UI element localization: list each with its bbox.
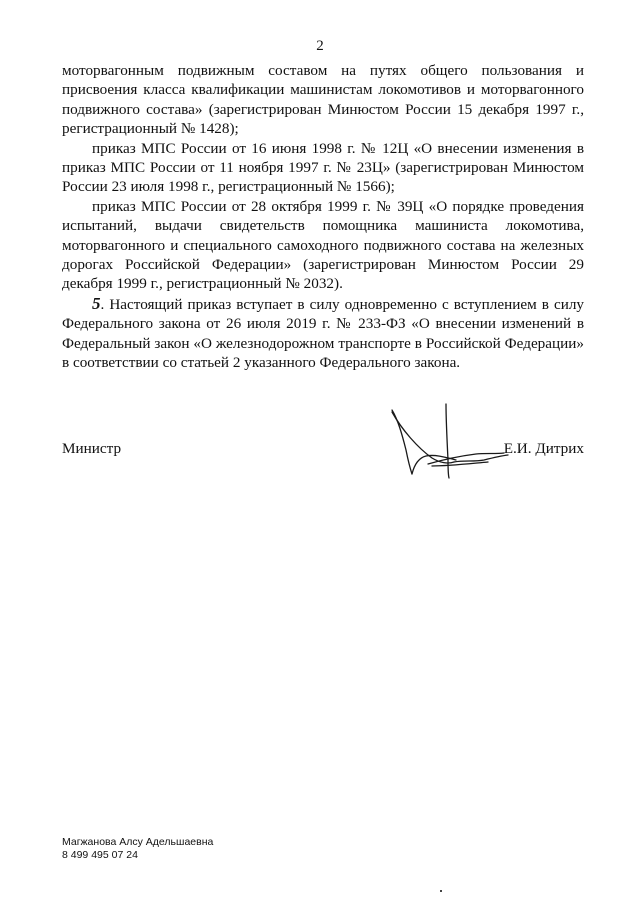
- document-body: [62, 61, 584, 373]
- paragraph-order-39c: приказ МПС России от 28 октября 1999 г. № 39Ц «О порядке проведения испытаний, выдачи свидетельств помощника машиниста локомотива, моторвагонного и специального самоходного подвижного состава на железных дорогах Российской Федерации» (зарегистрирован Минюстом России 29 декабря 1999 г., регистрационный № 2032).: [62, 197, 584, 293]
- paragraph-item-5: [62, 294, 584, 373]
- page-number: 2: [316, 38, 324, 54]
- paragraph-order-12c: приказ МПС России от 16 июня 1998 г. № 12Ц «О внесении изменения в приказ МПС России от 11 ноября 1997 г. № 23Ц» (зарегистрирован Минюстом России 23 июля 1998 г., регистрационный № 1566);: [62, 139, 584, 196]
- executor-name: Магжанова Алсу Адельшаевна: [62, 836, 214, 848]
- signature-block: [62, 440, 584, 464]
- item-number: 5: [92, 293, 101, 313]
- signatory-name: Е.И. Дитрих: [503, 440, 584, 457]
- paragraph-continuation: моторвагонным подвижным составом на путях общего пользования и присвоения класса квалификации машинистам локомотивов и моторвагонного подвижного состава» (зарегистрирован Минюстом России 15 декабря 1997 г., регистрационный № 1428);: [62, 62, 584, 138]
- item-5-text: . Настоящий приказ вступает в силу одновременно с вступлением в силу Федерального закона от 26 июля 2019 г. № 233-ФЗ «О внесении изменений в Федеральный закон «О железнодорожном транспорте в Российской Федерации» в соответствии со статьей 2 указанного Федерального закона.: [62, 295, 584, 372]
- executor-phone: 8 499 495 07 24: [62, 849, 138, 861]
- executor-info: [62, 836, 213, 862]
- signatory-title: Министр: [62, 440, 122, 457]
- scan-speck: [440, 890, 442, 892]
